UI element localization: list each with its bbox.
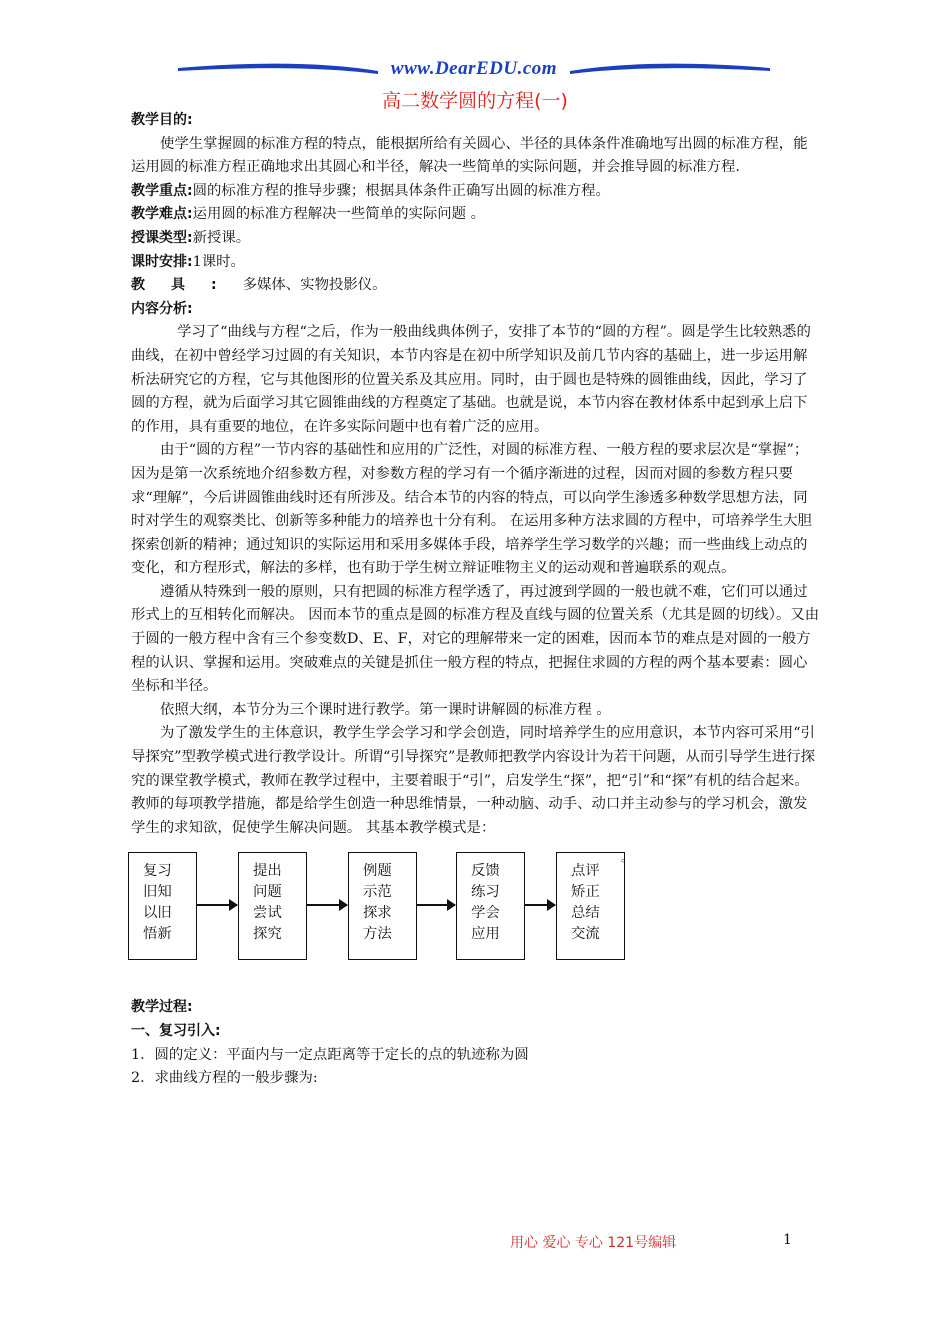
tools-label: 教具: — [131, 277, 243, 294]
flow-box: 复习旧知以旧悟新 — [128, 852, 197, 960]
goal-label: 教学目的: — [131, 112, 193, 128]
goal-text: 使学生掌握圆的标准方程的特点，能根据所给有关圆心、半径的具体条件准确地写出圆的标准方程，能运用圆的标准方程正确地求出其圆心和半径，解决一些简单的实际问题，并会推导圆的标准方程. — [131, 135, 808, 176]
flow-box: 提出问题尝试探究 — [238, 852, 307, 960]
process-label: 教学过程: — [131, 999, 193, 1016]
focus-label: 教学重点: — [131, 182, 193, 199]
site-url[interactable]: www.DearEDU.com — [390, 58, 558, 79]
analysis-paragraph-5: 为了激发学生的主体意识，教学生学会学习和学会创造，同时培养学生的应用意识，本节内容可采用“引导探究”型教学模式进行教学设计。所谓“引导探究”是教师把教学内容设计为若干问题，从而引导学生进行探究的课堂教学模式，教师在教学过程中，主要着眼于“引”，启发学生“探”，把“引”和“探”有机的结合起来。教师的每项教学措施，都是给学生创造一种思维情景，一种动脑、动手、动口并主动参与的学习机会，激发学生的求知欲，促使学生解决问题。 其基本教学模式是： — [131, 725, 816, 836]
analysis-paragraph-4: 依照大纲，本节分为三个课时进行教学。第一课时讲解圆的标准方程 。 — [160, 701, 611, 718]
review-item-1: 1．圆的定义：平面内与一定点距离等于定长的点的轨迹称为圆 — [131, 1046, 529, 1063]
tools-text: 多媒体、实物投影仪。 — [242, 277, 387, 294]
analysis-paragraph-3: 遵循从特殊到一般的原则，只有把圆的标准方程学透了，再过渡到学圆的一般也就不难，它们可以通过形式上的互相转化而解决。 因而本节的重点是圆的标准方程及直线与圆的位置关系（尤其是圆的切线）。又由于圆的一般方程中含有三个参变数D、E、F，对它的理解带来一定的困难，因而本节的难点是对圆的一般方程的认识、掌握和运用。突破难点的关键是抓住一般方程的特点，把握住求圆的方程的两个基本要素：圆心坐标和半径。 — [131, 583, 820, 695]
footer-note: 用心 爱心 专心 121号编辑 — [510, 1235, 677, 1251]
flow-arrow-icon — [525, 904, 555, 906]
flow-box: 例题示范探求方法 — [348, 852, 417, 960]
focus-text: 圆的标准方程的推导步骤；根据具体条件正确写出圆的标准方程。 — [192, 182, 610, 199]
review-heading: 一、复习引入: — [131, 1023, 221, 1039]
flow-arrow-icon — [307, 904, 347, 906]
flow-box: 点评矫正总结交流 — [556, 852, 625, 960]
hours-text: 1课时。 — [192, 253, 245, 270]
flow-mark: 。 — [621, 851, 632, 865]
document-body — [131, 109, 821, 1091]
review-item-2: 2．求曲线方程的一般步骤为: — [131, 1070, 318, 1087]
analysis-paragraph-2: 由于“圆的方程”一节内容的基础性和应用的广泛性，对圆的标准方程、一般方程的要求层次是“掌握”；因为是第一次系统地介绍参数方程，对参数方程的学习有一个循序渐进的过程，因而对圆的参数方程只要求“理解”，今后讲圆锥曲线时还有所涉及。结合本节的内容的特点，可以向学生渗透多种数学思想方法，同时对学生的观察类比、创新等多种能力的培养也十分有利。 在运用多种方法求圆的方程中，可培养学生大胆探索创新的精神；通过知识的实际运用和采用多媒体手段，培养学生学习数学的兴趣；而一些曲线上动点的变化，和方程形式，解法的多样，也有助于学生树立辩证唯物主义的运动观和普遍联系的观点。 — [131, 442, 812, 577]
page-title: 高二数学圆的方程(一) — [382, 90, 568, 112]
header-banner — [178, 58, 770, 84]
difficulty-label: 教学难点: — [131, 206, 193, 223]
page-number: 1 — [783, 1232, 792, 1248]
analysis-paragraph-1: 学习了“曲线与方程“之后，作为一般曲线典体例子，安排了本节的“圆的方程”。圆是学生比较熟悉的曲线，在初中曾经学习过圆的有关知识，本节内容是在初中所学知识及前几节内容的基础上，进一步运用解析法研究它的方程，它与其他图形的位置关系及其应用。同时，由于圆也是特殊的圆锥曲线，因此，学习了圆的方程，就为后面学习其它圆锥曲线的方程奠定了基础。也就是说，本节内容在教材体系中起到承上启下的作用，具有重要的地位，在许多实际问题中也有着广泛的应用。 — [131, 324, 811, 435]
flow-arrow-icon — [417, 904, 455, 906]
type-label: 授课类型: — [131, 229, 193, 246]
flow-box: 反馈练习学会应用 — [456, 852, 525, 960]
flow-arrow-icon — [197, 904, 237, 906]
difficulty-text: 运用圆的标准方程解决一些简单的实际问题 。 — [192, 206, 485, 223]
analysis-label: 内容分析: — [131, 300, 193, 317]
teaching-mode-flowchart — [131, 846, 821, 996]
hours-label: 课时安排: — [131, 253, 193, 270]
type-text: 新授课。 — [192, 229, 251, 246]
